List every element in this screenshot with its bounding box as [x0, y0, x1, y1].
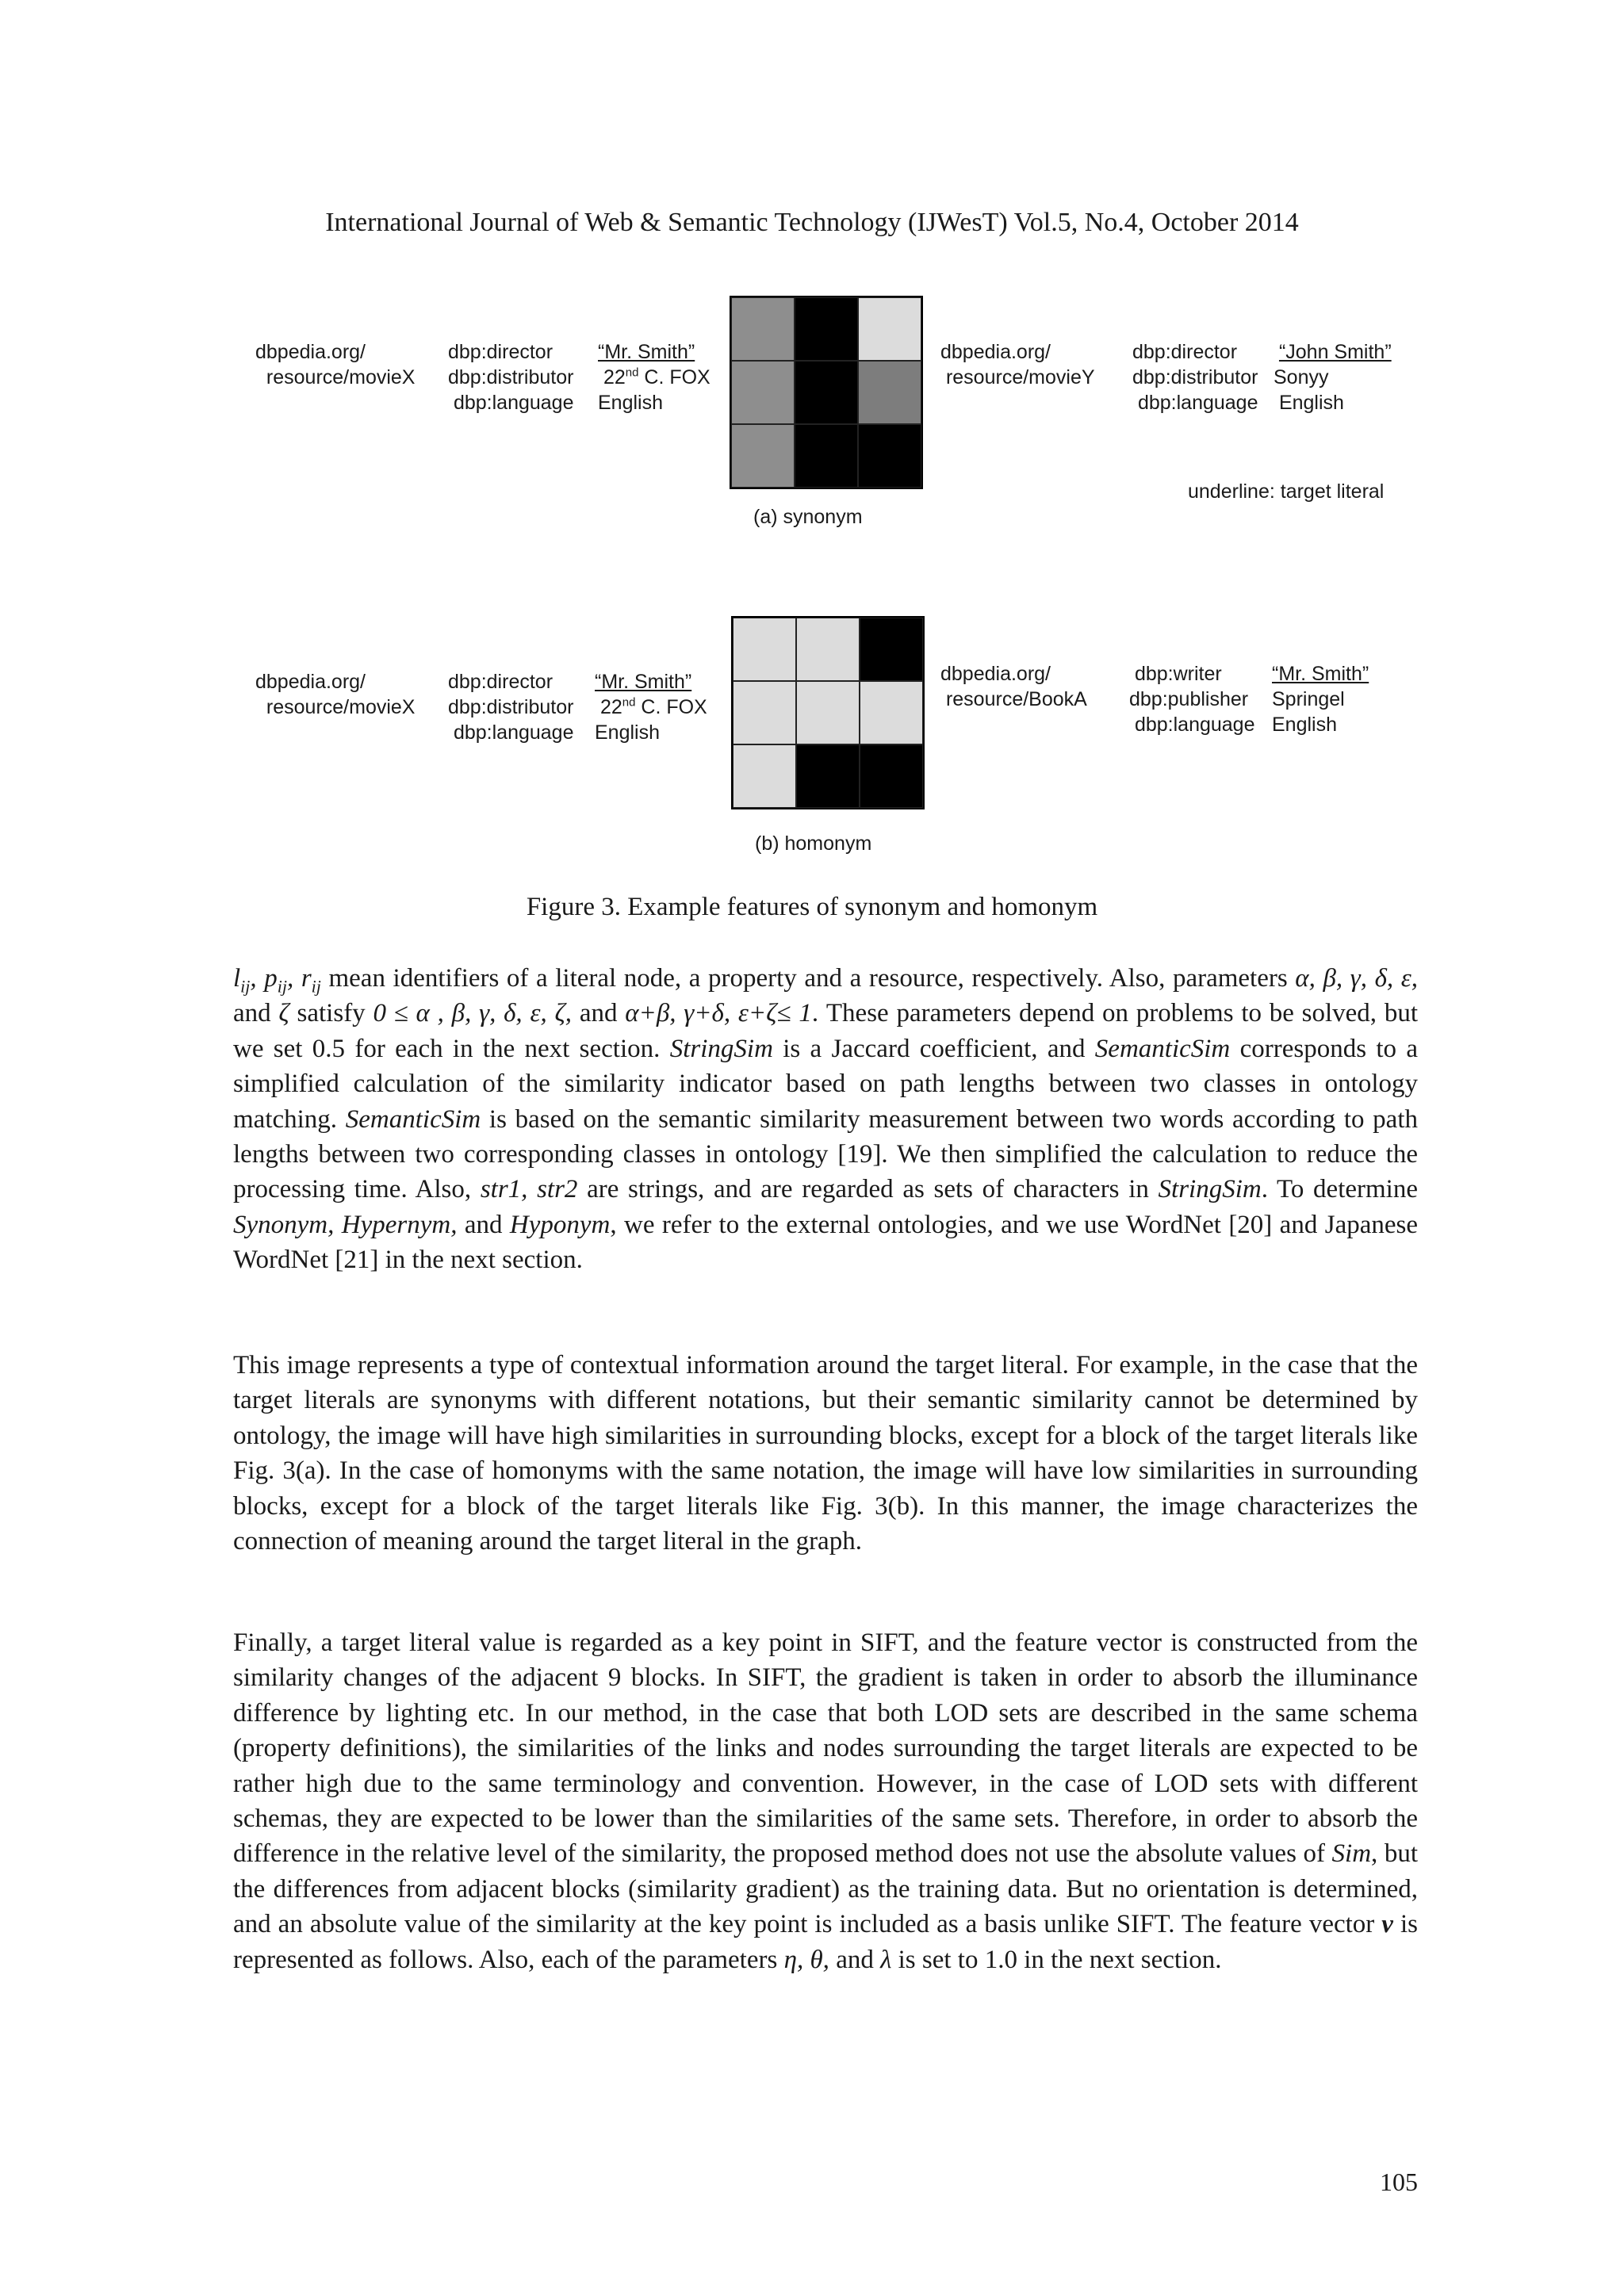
grid-cell [731, 424, 795, 488]
resource-uri-line1: dbpedia.org/ [940, 341, 1051, 363]
grid-cell [860, 744, 923, 808]
property-label: dbp:distributor [448, 696, 574, 718]
paragraph-feature-vector: Finally, a target literal value is regarded as a key point in SIFT, and the feature vector is constructed from the similarity changes of the adjacent 9 blocks. In SIFT, the gradient is taken in order to absorb the illuminance difference by lighting etc. In our method, in the case that both LOD sets are described in the same schema (property definitions), the similarities of the links and nodes surrounding the target literals are expected to be rather high due to the same terminology and convention. However, in the case of LOD sets with different schemas, they are expected to be lower than the similarities of the same sets. Therefore, in order to absorb the difference in the relative level of the similarity, the proposed method does not use the absolute values of Sim, but the differences from adjacent blocks (similarity gradient) as the training data. But no orientation is determined, and an absolute value of the similarity at the key point is included as a basis unlike SIFT. The feature vector v is represented as follows. Also, each of the parameters η, θ, and λ is set to 1.0 in the next section. [233, 1628, 1419, 1974]
figure-a-label: (a) synonym [753, 506, 863, 528]
property-label: dbp:director [448, 671, 553, 693]
literal-value: 22nd C. FOX [599, 695, 707, 718]
grid-cell [796, 744, 860, 808]
grid-cell [731, 361, 795, 424]
grid-cell [796, 681, 860, 744]
grid-cell [795, 361, 858, 424]
literal-value: Springel [1272, 688, 1345, 710]
resource-uri-line2: resource/movieX [266, 696, 416, 718]
similarity-grid-synonym [730, 296, 923, 489]
target-literal: “Mr. Smith” [1272, 663, 1369, 685]
literal-value: English [595, 721, 660, 744]
target-literal: “Mr. Smith” [595, 671, 692, 693]
journal-header: International Journal of Web & Semantic Technology (IJWesT) Vol.5, No.4, October 2014 [325, 208, 1299, 237]
figure-a-note: underline: target literal [1188, 480, 1385, 503]
figure-b-label: (b) homonym [755, 832, 872, 855]
grid-cell [733, 618, 796, 681]
grid-cell [858, 424, 921, 488]
grid-cell [858, 297, 921, 361]
grid-cell [858, 361, 921, 424]
figure-b-right-values [1272, 661, 1369, 737]
figure-a-left-values [598, 339, 710, 415]
target-literal: “John Smith” [1278, 341, 1392, 363]
similarity-grid-homonym [731, 616, 925, 809]
literal-value: English [1272, 714, 1337, 736]
grid-cell [860, 681, 923, 744]
figure-a-left-resource [255, 339, 415, 390]
grid-cell [860, 618, 923, 681]
property-label: dbp:distributor [448, 366, 574, 388]
grid-cell [733, 744, 796, 808]
figure-b-right-resource [940, 661, 1087, 712]
grid-cell [731, 297, 795, 361]
property-label: dbp:language [1134, 714, 1255, 736]
property-label: dbp:publisher [1129, 688, 1249, 710]
figure-b-right-properties [1129, 661, 1255, 737]
resource-uri-line1: dbpedia.org/ [940, 663, 1051, 685]
page-number: 105 [1380, 2168, 1418, 2196]
paragraph-parameters: $l_{ij}$, $p_{ij}$, $r_{ij}$ mean identifiers of a literal node, a property and a resource, respectively. Also, parameters α, β, γ, δ, ε, and ζ satisfy 0 ≤ α , β, γ, δ, ε, ζ, and α+β, γ+δ, ε+ζ≤ 1. These parameters depend on problems to be solved, but we set 0.5 for each in the next section. StringSim is a Jaccard coefficient, and SemanticSim corresponds to a simplified calculation of the similarity indicator based on path lengths between two classes in ontology matching. SemanticSim is based on the semantic similarity measurement between two words according to path lengths between two corresponding classes in ontology [19]. We then simplified the calculation to reduce the processing time. Also, str1, str2 are strings, and are regarded as sets of characters in StringSim. To determine Synonym, Hypernym, and Hyponym, we refer to the external ontologies, and we use WordNet [20] and Japanese WordNet [21] in the next section. [233, 964, 1419, 1275]
resource-uri-line2: resource/movieX [266, 366, 416, 388]
grid-cell [796, 618, 860, 681]
figure-b-left-resource [255, 669, 415, 720]
property-label: dbp:language [453, 721, 574, 744]
property-label: dbp:language [1137, 392, 1258, 414]
resource-uri-line2: resource/movieY [945, 366, 1095, 388]
property-label: dbp:director [448, 341, 553, 363]
property-label: dbp:writer [1134, 663, 1222, 685]
literal-value: English [598, 392, 663, 414]
grid-cell [795, 424, 858, 488]
literal-value: Sonyy [1274, 366, 1329, 388]
figure-a-right-resource [940, 339, 1095, 390]
property-label: dbp:distributor [1132, 366, 1258, 388]
figure-a-right-properties [1132, 339, 1258, 415]
figure-a-left-properties [448, 339, 574, 415]
figure-a-right-values [1274, 339, 1392, 415]
grid-cell [733, 681, 796, 744]
resource-uri-line2: resource/BookA [945, 688, 1087, 710]
target-literal: “Mr. Smith” [598, 341, 695, 363]
paragraph-image-context: This image represents a type of contextual information around the target literal. For example, in the case that the target literals are synonyms with different notations, but their semantic similarity cannot be determined by ontology, the image will have high similarities in surrounding blocks, except for a block of the target literals like Fig. 3(a). In the case of homonyms with the same notation, the image will have low similarities in surrounding blocks, except for a block of the target literals like Fig. 3(b). In this manner, the image characterizes the connection of meaning around the target literal in the graph. [233, 1351, 1418, 1556]
grid-cell [795, 297, 858, 361]
literal-value: 22nd C. FOX [603, 365, 710, 388]
property-label: dbp:director [1132, 341, 1238, 363]
literal-value: English [1278, 392, 1344, 414]
figure-b-left-properties [448, 669, 574, 745]
property-label: dbp:language [453, 392, 574, 414]
resource-uri-line1: dbpedia.org/ [255, 341, 366, 363]
figure-caption: Figure 3. Example features of synonym and homonym [526, 893, 1098, 921]
resource-uri-line1: dbpedia.org/ [255, 671, 366, 693]
figure-b-left-values [595, 669, 707, 745]
